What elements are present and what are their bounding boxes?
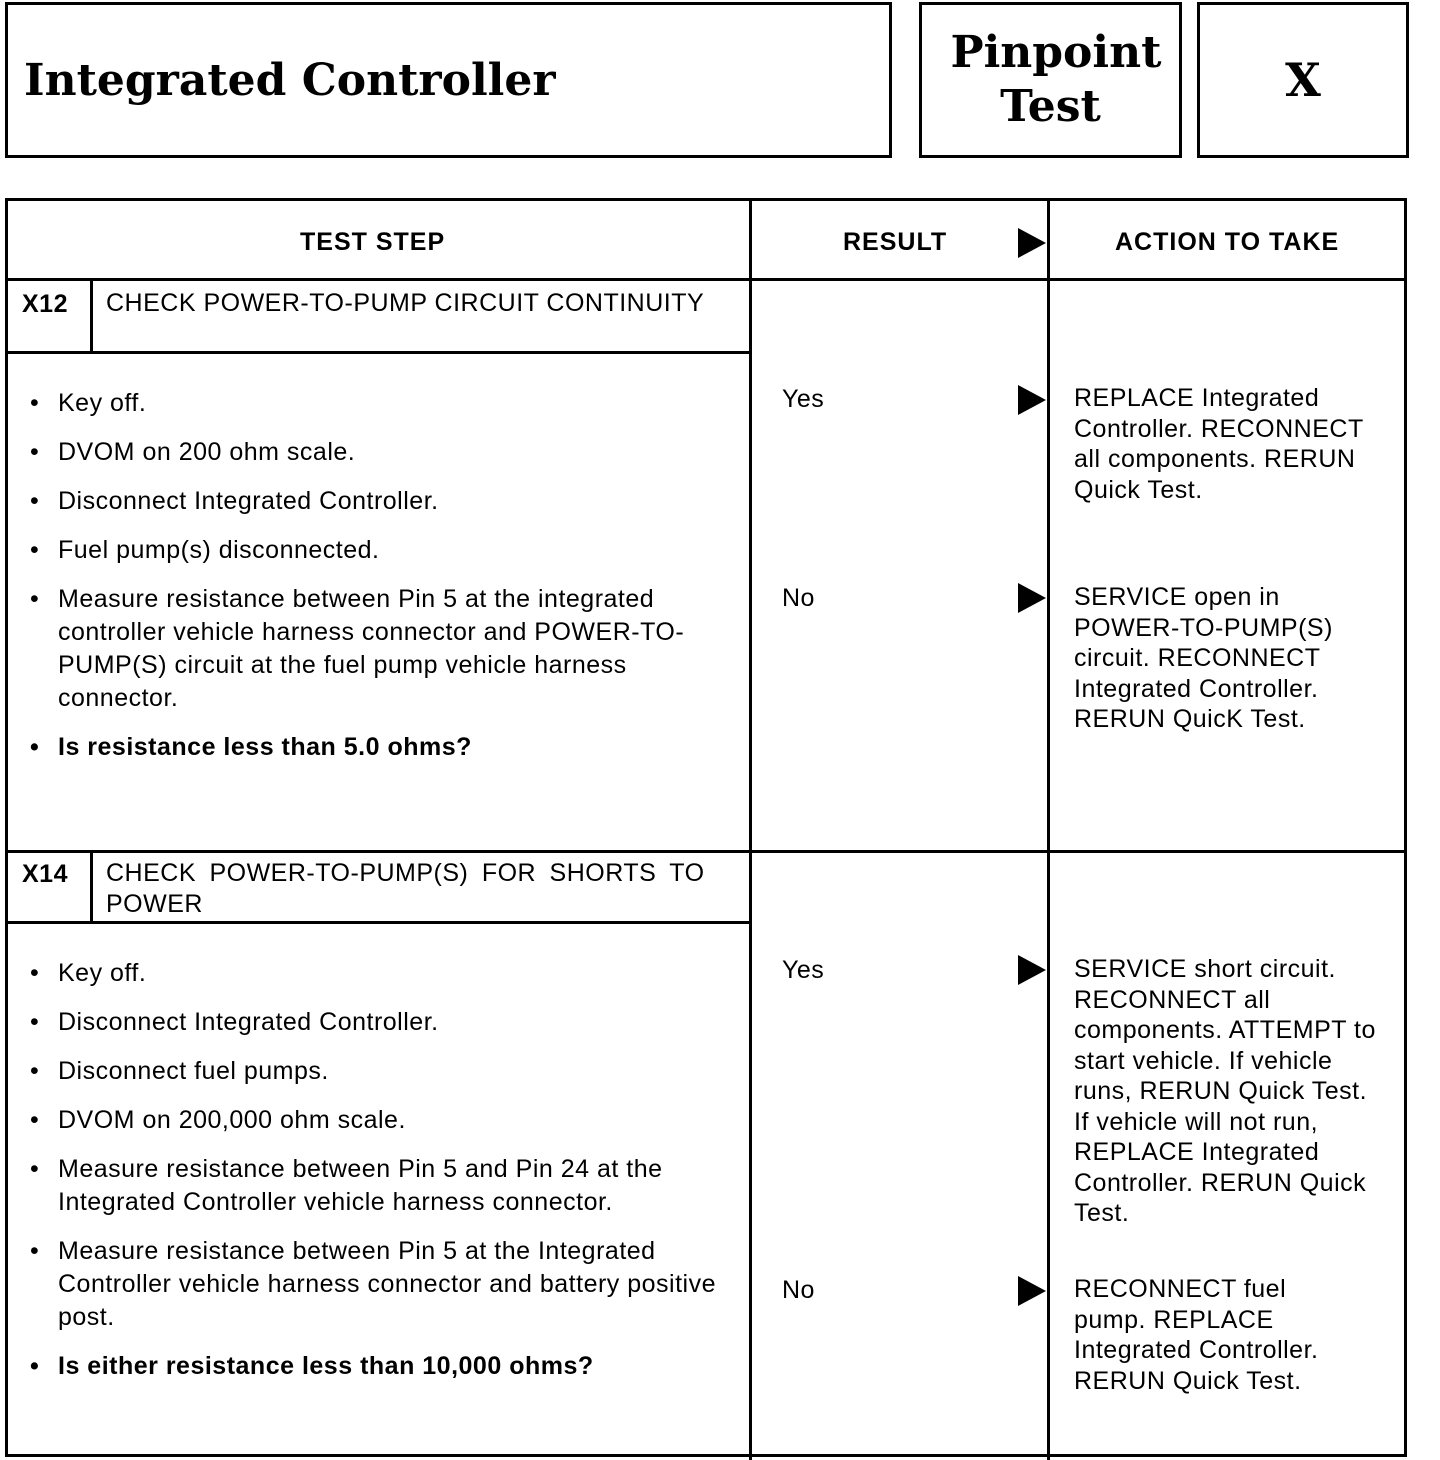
title-box	[5, 2, 892, 158]
arrow-icon	[1018, 955, 1046, 985]
bullet: • Disconnect fuel pumps.	[30, 1055, 730, 1088]
step-bullets	[30, 957, 730, 1399]
bullet: • Key off.	[30, 387, 720, 420]
divider	[90, 278, 93, 353]
divider	[5, 921, 751, 924]
action-no: RECONNECT fuel pump. REPLACE Integrated Controller. RERUN Quick Test.	[1074, 1275, 1319, 1395]
arrow-icon	[1018, 385, 1046, 415]
divider	[90, 850, 93, 923]
arrow-icon	[1018, 228, 1046, 258]
bullet: • Measure resistance between Pin 5 at the integrated controller vehicle harness connector and POWER-TO-PUMP(S) circuit at the fuel pump vehicle harness connector.	[30, 583, 720, 715]
action-yes: REPLACE Integrated Controller. RECONNECT all components. RERUN Quick Test.	[1074, 384, 1364, 504]
document-title: Integrated Controller	[24, 54, 556, 106]
action-yes: SERVICE short circuit. RECONNECT all components. ATTEMPT to start vehicle. If vehicle runs, RERUN Quick Test. If vehicle will not run, REPLACE Integrated Controller. RERUN Quick Test.	[1074, 955, 1376, 1227]
arrow-icon	[1018, 583, 1046, 613]
bullet: • DVOM on 200 ohm scale.	[30, 436, 720, 469]
action-no: SERVICE open in POWER-TO-PUMP(S) circuit. RECONNECT Integrated Controller. RERUN QuicK Test.	[1074, 583, 1333, 733]
divider	[749, 198, 752, 1460]
step-question: • Is either resistance less than 10,000 ohms?	[30, 1350, 730, 1383]
arrow-icon	[1018, 1276, 1046, 1306]
divider	[1047, 198, 1050, 1460]
section-letter: X	[1285, 53, 1321, 107]
divider	[5, 351, 751, 354]
col-result: RESULT	[843, 228, 948, 256]
bullet: • Measure resistance between Pin 5 at the Integrated Controller vehicle harness connector and battery positive post.	[30, 1235, 730, 1334]
result-no: No	[782, 1276, 815, 1304]
result-no: No	[782, 584, 815, 612]
step-question: • Is resistance less than 5.0 ohms?	[30, 731, 720, 764]
section-title: Pinpoint Test	[950, 27, 1162, 132]
divider	[5, 1454, 1407, 1457]
bullet: • DVOM on 200,000 ohm scale.	[30, 1104, 730, 1137]
section-box	[919, 2, 1182, 158]
step-title: CHECK POWER-TO-PUMP(S) FOR SHORTS TO POWER	[106, 859, 705, 918]
result-yes: Yes	[782, 385, 825, 413]
letter-box	[1197, 2, 1409, 158]
bullet: • Disconnect Integrated Controller.	[30, 1006, 730, 1039]
bullet: • Disconnect Integrated Controller.	[30, 485, 720, 518]
bullet: • Fuel pump(s) disconnected.	[30, 534, 720, 567]
step-bullets	[30, 387, 720, 780]
divider	[5, 278, 1407, 281]
step-title: CHECK POWER-TO-PUMP CIRCUIT CONTINUITY	[106, 289, 705, 317]
divider	[5, 850, 1407, 853]
bullet: • Measure resistance between Pin 5 and Pin 24 at the Integrated Controller vehicle harness connector.	[30, 1153, 730, 1219]
step-id: X12	[22, 290, 68, 318]
step-id: X14	[22, 860, 68, 888]
result-yes: Yes	[782, 956, 825, 984]
bullet: • Key off.	[30, 957, 730, 990]
col-action: ACTION TO TAKE	[1115, 228, 1340, 256]
col-test-step: TEST STEP	[300, 228, 446, 256]
